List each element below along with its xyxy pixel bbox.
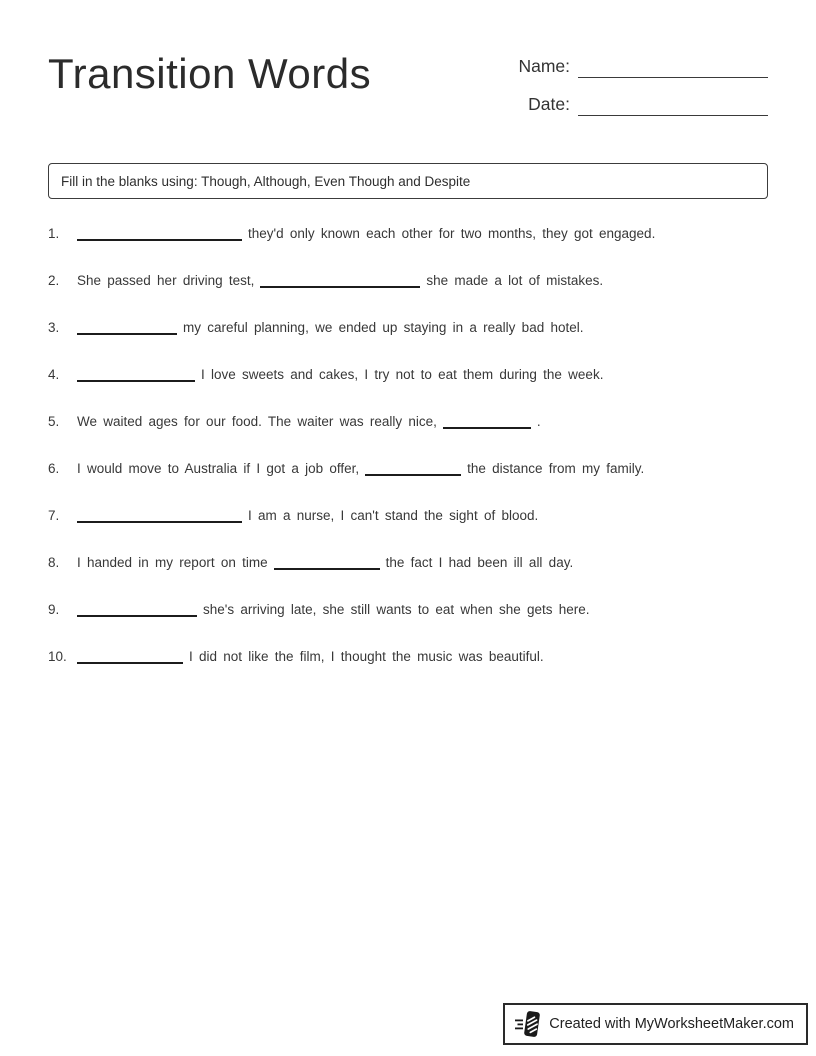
question-text: they'd only known each other for two months, they got engaged. — [248, 226, 656, 241]
question-text: the distance from my family. — [467, 461, 645, 476]
answer-blank — [77, 323, 177, 335]
question-content — [77, 365, 776, 385]
question-number: 9. — [48, 602, 60, 617]
question-number: 1. — [48, 226, 60, 241]
footer-credit-box[interactable] — [503, 1003, 808, 1045]
question-text: We waited ages for our food. The waiter was really nice, — [77, 414, 437, 429]
question-text: She passed her driving test, — [77, 273, 255, 288]
footer-credit-text: Created with MyWorksheetMaker.com — [549, 1016, 794, 1032]
answer-blank — [260, 276, 420, 288]
question-text: I love sweets and cakes, I try not to eat them during the week. — [201, 367, 604, 382]
question-text: I am a nurse, I can't stand the sight of blood. — [248, 508, 539, 523]
answer-blank — [77, 652, 183, 664]
question-row — [48, 365, 776, 385]
question-text: the fact I had been ill all day. — [385, 555, 574, 570]
page-title: Transition Words — [48, 50, 372, 97]
question-row — [48, 553, 776, 573]
answer-blank — [77, 605, 197, 617]
question-content — [77, 271, 776, 291]
question-number: 8. — [48, 555, 60, 570]
question-row — [48, 412, 776, 432]
question-text: I would move to Australia if I got a job offer, — [77, 461, 360, 476]
question-row — [48, 271, 776, 291]
question-row — [48, 459, 776, 479]
question-text: she's arriving late, she still wants to eat when she gets here. — [203, 602, 590, 617]
question-text: I handed in my report on time — [77, 555, 268, 570]
question-number: 3. — [48, 320, 60, 335]
answer-blank — [365, 464, 461, 476]
question-number: 7. — [48, 508, 60, 523]
name-blank-line — [578, 51, 768, 78]
question-row — [48, 600, 776, 620]
question-content — [77, 459, 776, 479]
question-text: she made a lot of mistakes. — [426, 273, 604, 288]
question-content — [77, 412, 776, 432]
question-number: 5. — [48, 414, 60, 429]
question-number: 10. — [48, 649, 67, 664]
answer-blank — [77, 511, 242, 523]
question-row — [48, 506, 776, 526]
answer-blank — [77, 370, 195, 382]
question-content — [77, 600, 776, 620]
question-content — [77, 224, 776, 244]
question-content — [77, 506, 776, 526]
answer-blank — [274, 558, 380, 570]
answer-blank — [443, 417, 531, 429]
question-content — [77, 647, 776, 667]
question-content — [77, 318, 776, 338]
name-date-block — [498, 48, 768, 124]
question-text: I did not like the film, I thought the music was beautiful. — [189, 649, 544, 664]
worksheetmaker-logo-icon — [515, 1009, 541, 1039]
question-number: 6. — [48, 461, 60, 476]
date-field-row — [498, 86, 768, 116]
date-blank-line — [578, 89, 768, 116]
question-text: . — [536, 414, 541, 429]
instructions-text: Fill in the blanks using: Though, Although, Even Though and Despite — [61, 173, 471, 189]
name-field-row — [498, 48, 768, 78]
question-text: my careful planning, we ended up staying in a really bad hotel. — [183, 320, 584, 335]
answer-blank — [77, 229, 242, 241]
question-content — [77, 553, 776, 573]
questions-list — [48, 224, 776, 694]
name-label: Name: — [518, 56, 570, 76]
question-row — [48, 318, 776, 338]
instructions-box — [48, 163, 768, 199]
question-number: 2. — [48, 273, 60, 288]
date-label: Date: — [528, 94, 570, 114]
question-row — [48, 647, 776, 667]
question-row — [48, 224, 776, 244]
question-number: 4. — [48, 367, 60, 382]
